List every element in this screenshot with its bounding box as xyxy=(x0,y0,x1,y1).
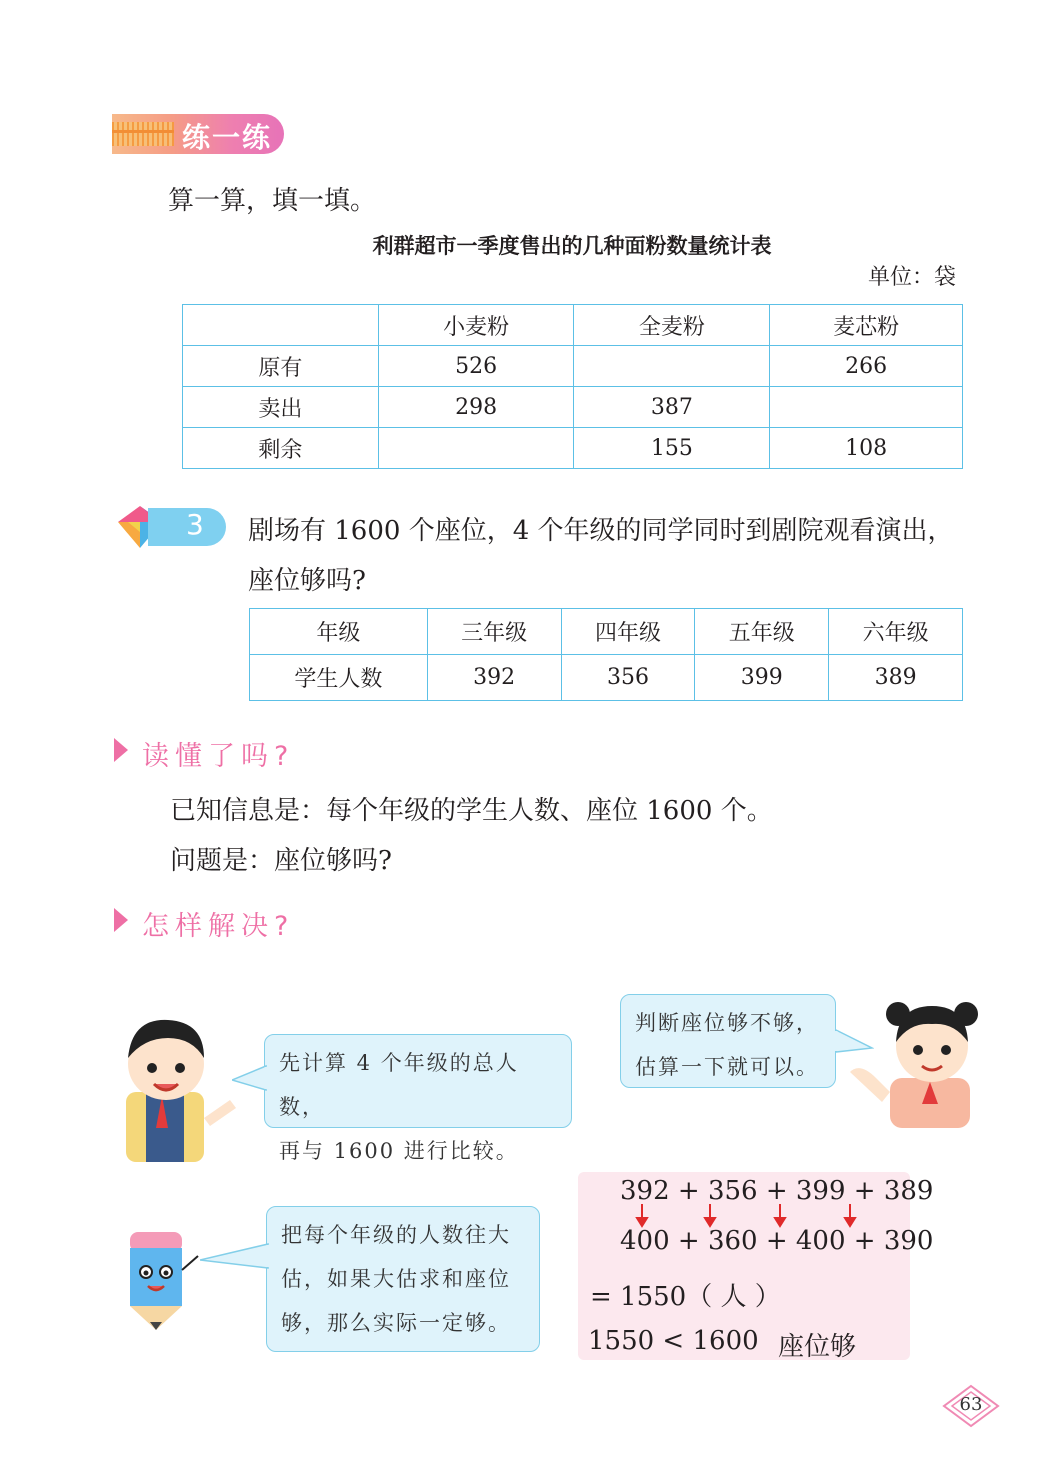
exercise-instruction: 算一算，填一填。 xyxy=(168,186,377,216)
problem-number-tag xyxy=(114,504,226,552)
table-cell: 392 xyxy=(427,655,561,701)
calc-line-original: 392 + 356 + 399 + 389 xyxy=(620,1176,934,1206)
table-header-cell: 小麦粉 xyxy=(378,305,574,346)
understand-heading: 读懂了吗? xyxy=(142,741,295,772)
table-row xyxy=(183,346,963,387)
bubble-text: 把每个年级的人数往大 xyxy=(281,1223,511,1247)
table-cell: 399 xyxy=(695,655,829,701)
bubble-tail xyxy=(232,1064,268,1092)
boy-speech-bubble xyxy=(264,1034,572,1163)
bubble-text: 先计算 4 个年级的总人数， xyxy=(279,1051,519,1119)
problem-text-line2: 座位够吗? xyxy=(248,566,366,596)
table-cell: 298 xyxy=(378,387,574,428)
girl-speech-bubble xyxy=(620,994,836,1088)
table-row xyxy=(250,609,963,655)
table-header-cell: 四年级 xyxy=(561,609,695,655)
bubble-text: 判断座位够不够， xyxy=(635,1011,819,1035)
table-cell: 387 xyxy=(574,387,770,428)
table-cell: 卖出 xyxy=(183,387,379,428)
table-cell: 108 xyxy=(770,428,963,469)
abacus-icon xyxy=(112,122,174,146)
table-cell: 学生人数 xyxy=(250,655,428,701)
estimation-arrows xyxy=(620,1204,880,1228)
triangle-marker-icon xyxy=(114,738,128,762)
table-header-cell xyxy=(183,305,379,346)
flour-table-title: 利群超市一季度售出的几种面粉数量统计表 xyxy=(372,234,772,258)
grade-table xyxy=(249,608,963,701)
problem-text-line1: 剧场有 1600 个座位，4 个年级的同学同时到剧院观看演出， xyxy=(248,516,954,546)
bubble-text: 估算一下就可以。 xyxy=(635,1055,819,1079)
table-header-cell: 麦芯粉 xyxy=(770,305,963,346)
girl-illustration xyxy=(850,992,990,1128)
pencil-speech-bubble xyxy=(266,1206,540,1352)
table-header-cell: 全麦粉 xyxy=(574,305,770,346)
table-cell-blank xyxy=(574,346,770,387)
table-cell: 原有 xyxy=(183,346,379,387)
banner-title: 练一练 xyxy=(182,121,273,154)
table-cell: 389 xyxy=(829,655,963,701)
table-cell-blank xyxy=(770,387,963,428)
table-row xyxy=(183,305,963,346)
table-header-cell: 五年级 xyxy=(695,609,829,655)
table-cell: 剩余 xyxy=(183,428,379,469)
table-header-cell: 年级 xyxy=(250,609,428,655)
question-text: 问题是：座位够吗? xyxy=(170,846,392,876)
table-row xyxy=(250,655,963,701)
table-header-cell: 三年级 xyxy=(427,609,561,655)
table-row xyxy=(183,387,963,428)
problem-number: 3 xyxy=(186,508,204,541)
table-cell: 155 xyxy=(574,428,770,469)
calc-line-estimated: 400 + 360 + 400 + 390 xyxy=(620,1226,934,1256)
flour-table-unit: 单位：袋 xyxy=(868,265,957,290)
triangle-marker-icon xyxy=(114,908,128,932)
table-row xyxy=(183,428,963,469)
bubble-text: 够，那么实际一定够。 xyxy=(281,1311,511,1335)
flour-table xyxy=(182,304,963,469)
pencil-character-illustration xyxy=(112,1226,208,1336)
known-info-text: 已知信息是：每个年级的学生人数、座位 1600 个。 xyxy=(170,796,773,826)
calc-conclusion: 座位够 xyxy=(778,1332,857,1362)
boy-illustration xyxy=(112,1008,244,1164)
bubble-text: 再与 1600 进行比较。 xyxy=(279,1139,519,1163)
bubble-tail xyxy=(200,1242,270,1272)
table-cell: 526 xyxy=(378,346,574,387)
section-banner xyxy=(112,114,284,154)
table-cell: 266 xyxy=(770,346,963,387)
bubble-text: 估，如果大估求和座位 xyxy=(281,1267,511,1291)
table-cell-blank xyxy=(378,428,574,469)
table-cell: 356 xyxy=(561,655,695,701)
calc-line-comparison: 1550 < 1600 xyxy=(588,1326,759,1356)
page-number: 63 xyxy=(959,1394,983,1415)
calc-line-sum: = 1550（ 人 ） xyxy=(590,1282,781,1312)
page-number-badge xyxy=(940,1384,1002,1428)
table-header-cell: 六年级 xyxy=(829,609,963,655)
solve-heading: 怎样解决? xyxy=(142,911,295,942)
